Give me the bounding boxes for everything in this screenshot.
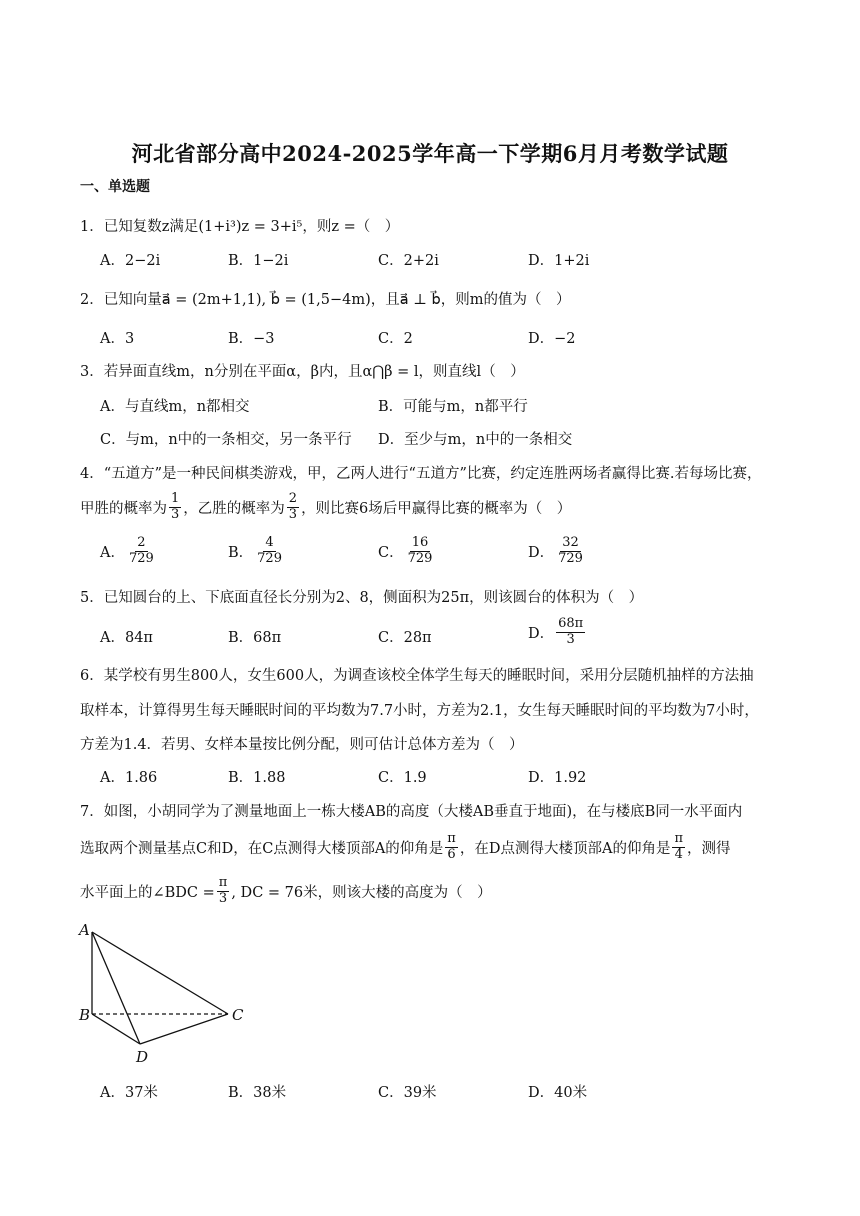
label-b: B: [79, 1006, 91, 1024]
label-d: D: [136, 1048, 149, 1066]
q5-option-c[interactable]: C．28π: [378, 630, 432, 646]
q3-option-c[interactable]: C．与m，n中的一条相交，另一条平行: [100, 432, 352, 448]
question-7-line-3: 水平面上的∠BDC = $\frac{\pi}{3}$ , DC = 76米，则该大楼的高度为（ ）: [80, 875, 492, 906]
label-a: A: [79, 921, 90, 939]
q4-text-a: 甲胜的概率为: [80, 500, 167, 517]
q5-option-b[interactable]: B．68π: [228, 630, 282, 646]
q4-option-a[interactable]: A． $\frac{2}{729}$: [100, 535, 154, 566]
q7-option-d[interactable]: D．40米: [528, 1085, 588, 1101]
q7-option-a[interactable]: A．37米: [100, 1085, 158, 1101]
q1-option-b[interactable]: B．1−2i: [228, 253, 289, 269]
building-measurement-figure: [76, 918, 276, 1068]
q6-option-c[interactable]: C．1.9: [378, 770, 427, 786]
q6-option-d[interactable]: D．1.92: [528, 770, 587, 786]
q2-option-a[interactable]: A．3: [100, 331, 135, 347]
q4-option-d[interactable]: D． $\frac{32}{729}$: [528, 535, 583, 566]
q7-fraction-2: $\frac{\pi}{4}$: [674, 831, 683, 862]
q5-option-a[interactable]: A．84π: [100, 630, 153, 646]
edge-dc: [140, 1014, 228, 1044]
question-6-line-3: 方差为1.4．若男、女样本量按比例分配，则可估计总体方差为（ ）: [80, 737, 524, 753]
q7-option-c[interactable]: C．39米: [378, 1085, 437, 1101]
question-6-line-2: 取样本，计算得男生每天睡眠时间的平均数为7.7小时，方差为2.1，女生每天睡眠时间的平均数为7小时，: [80, 703, 759, 719]
question-3-stem: 3．若异面直线m，n分别在平面α，β内，且α⋂β = l，则直线l（ ）: [80, 364, 525, 380]
edge-ac: [92, 932, 228, 1014]
edge-ad: [92, 932, 140, 1044]
question-6-line-1: 6．某学校有男生800人，女生600人，为调查该校全体学生每天的睡眠时间，采用分层随机抽样的方法抽: [80, 668, 754, 684]
question-2-stem: 2．已知向量a⃗ = (2m+1,1), b⃗ = (1,5−4m)，且a⃗ ⊥ b⃗，则m的值为（ ）: [80, 292, 571, 308]
label-c: C: [232, 1006, 244, 1024]
q4-fraction-2: $\frac{2}{3}$: [288, 491, 298, 522]
q7-fraction-3: $\frac{\pi}{3}$: [218, 875, 228, 906]
q6-option-b[interactable]: B．1.88: [228, 770, 286, 786]
q2-option-d[interactable]: D．−2: [528, 331, 576, 347]
edge-bd: [92, 1014, 140, 1044]
question-5-stem: 5．已知圆台的上、下底面直径长分别为2、8，侧面积为25π，则该圆台的体积为（ ）: [80, 590, 644, 606]
question-4-line-1: 4．“五道方”是一种民间棋类游戏，甲，乙两人进行“五道方”比赛，约定连胜两场者赢得比赛.若每场比赛，: [80, 466, 762, 482]
q4-option-c[interactable]: C． $\frac{16}{729}$: [378, 535, 433, 566]
q5-option-d[interactable]: D． $\frac{68\pi}{3}$: [528, 616, 584, 647]
q2-option-c[interactable]: C．2: [378, 331, 413, 347]
question-4-line-2: [80, 492, 571, 523]
q3-option-a[interactable]: A．与直线m，n都相交: [100, 399, 250, 415]
q1-option-c[interactable]: C．2+2i: [378, 253, 439, 269]
q7-fraction-1: $\frac{\pi}{6}$: [447, 831, 456, 862]
q3-option-d[interactable]: D．至少与m，n中的一条相交: [378, 432, 573, 448]
question-7-line-2: 选取两个测量基点C和D，在C点测得大楼顶部A的仰角是 $\frac{\pi}{6}$ ，在D点测得大楼顶部A的仰角是 $\frac{\pi}{4}$ ，测得: [80, 831, 731, 862]
question-1-stem: 1．已知复数z满足(1+i³)z = 3+i⁵，则z =（ ）: [80, 219, 400, 235]
q4-text-b: ，乙胜的概率为: [183, 500, 285, 517]
q4-text-c: ，则比赛6场后甲赢得比赛的概率为（ ）: [301, 500, 572, 517]
question-7-line-1: 7．如图，小胡同学为了测量地面上一栋大楼AB的高度（大楼AB垂直于地面)，在与楼底B同一水平面内: [80, 804, 743, 820]
q2-option-b[interactable]: B．−3: [228, 331, 275, 347]
q6-option-a[interactable]: A．1.86: [100, 770, 158, 786]
q3-option-b[interactable]: B．可能与m，n都平行: [378, 399, 528, 415]
page-title: 河北省部分高中2024-2025学年高一下学期6月月考数学试题: [131, 141, 729, 166]
q7-option-b[interactable]: B．38米: [228, 1085, 287, 1101]
q1-option-d[interactable]: D．1+2i: [528, 253, 590, 269]
q4-option-b[interactable]: B． $\frac{4}{729}$: [228, 535, 282, 566]
section-heading: 一、单选题: [80, 179, 150, 195]
q1-option-a[interactable]: A．2−2i: [100, 253, 161, 269]
q4-fraction-1: $\frac{1}{3}$: [171, 491, 180, 522]
